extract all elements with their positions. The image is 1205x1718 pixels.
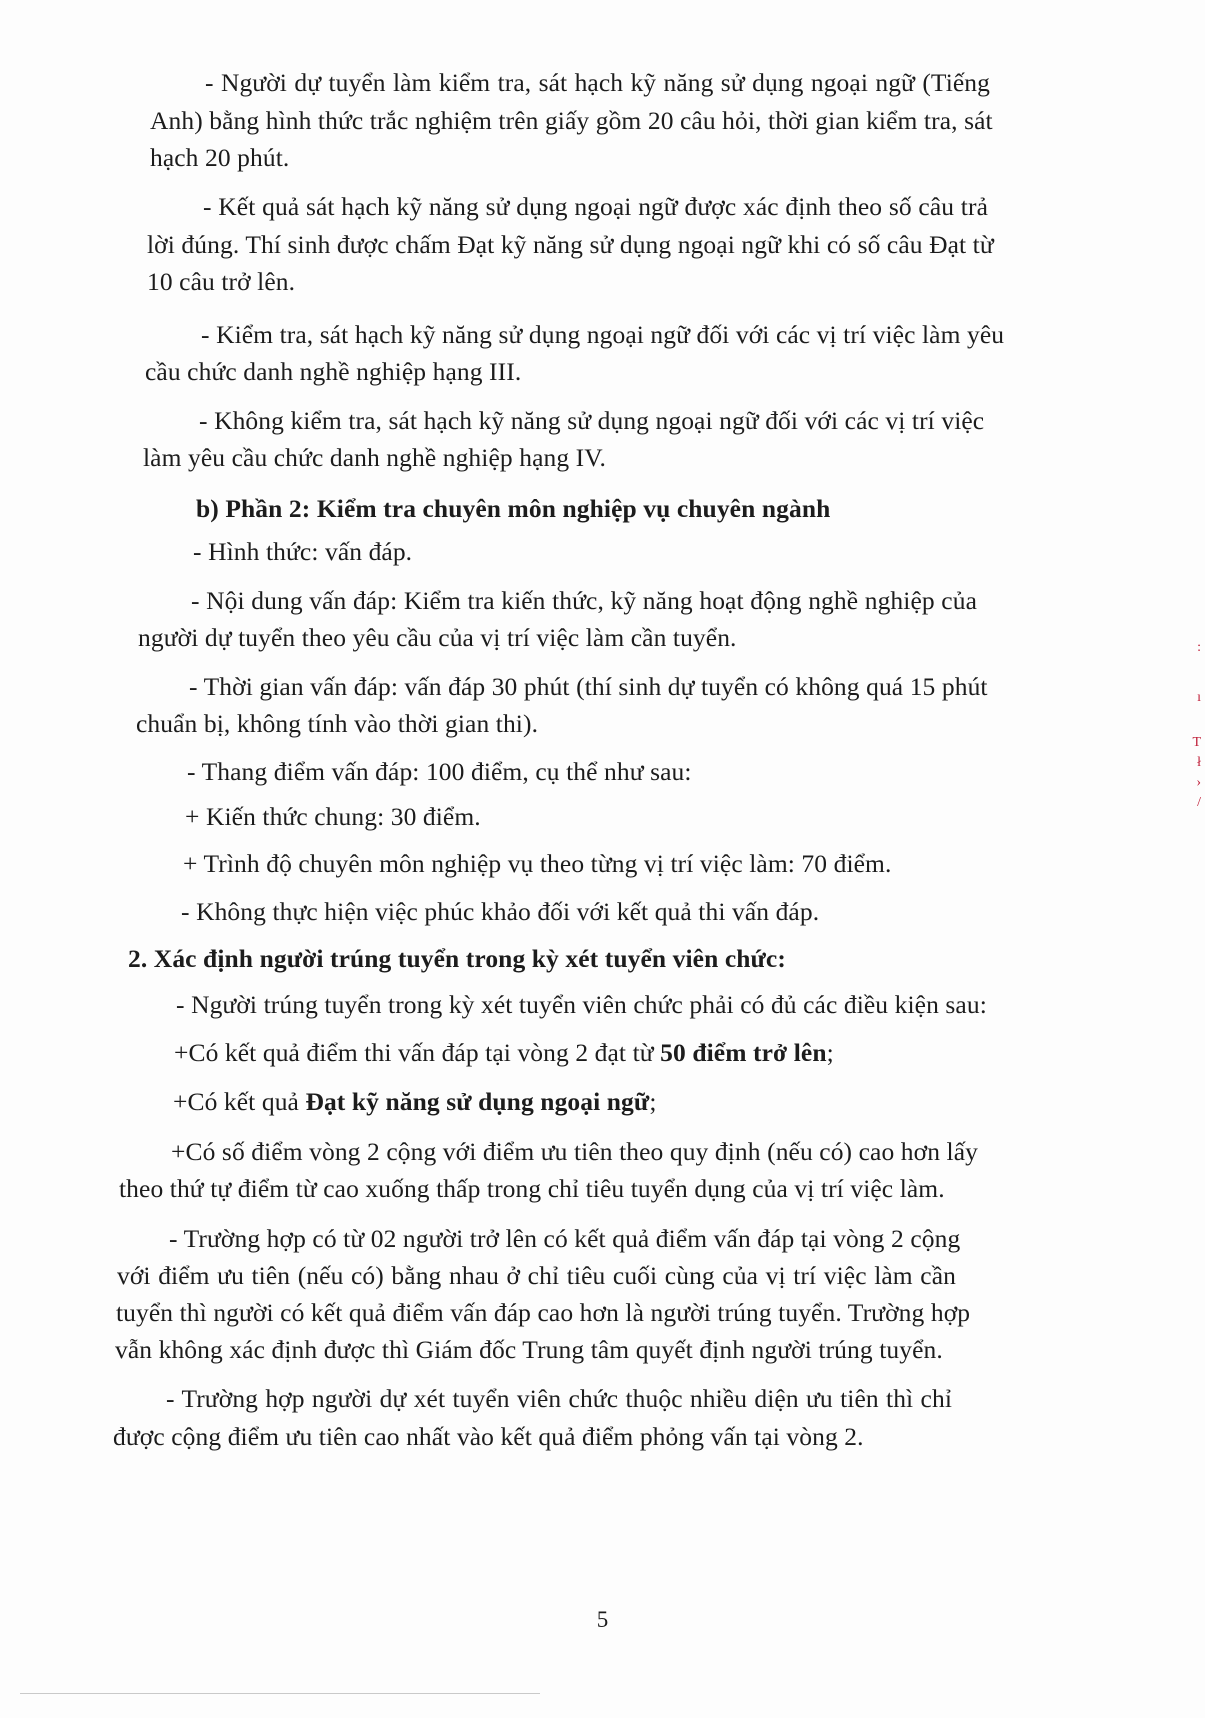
stamp-fragment: / [1197, 795, 1201, 810]
stamp-fragment: : [1197, 640, 1201, 655]
text-line: - Người dự tuyển làm kiểm tra, sát hạch kỹ năng sử dụng ngoại ngữ (Tiếng [205, 68, 990, 97]
text-line: người dự tuyển theo yêu cầu của vị trí việc làm cần tuyển. [138, 623, 737, 652]
text-line: - Kết quả sát hạch kỹ năng sử dụng ngoại ngữ được xác định theo số câu trả [203, 192, 988, 221]
stamp-fragment: ı [1197, 690, 1201, 705]
text-line: - Trường hợp người dự xét tuyển viên chức thuộc nhiều diện ưu tiên thì chỉ [166, 1384, 952, 1413]
text-line: lời đúng. Thí sinh được chấm Đạt kỹ năng sử dụng ngoại ngữ khi có số câu Đạt từ [147, 230, 994, 259]
text-line: hạch 20 phút. [150, 143, 290, 172]
stamp-fragment: › [1196, 775, 1201, 790]
text-line: - Trường hợp có từ 02 người trở lên có kết quả điểm vấn đáp tại vòng 2 cộng [169, 1224, 961, 1253]
section-heading: 2. Xác định người trúng tuyển trong kỳ xét tuyển viên chức: [128, 944, 786, 973]
text-line: với điểm ưu tiên (nếu có) bằng nhau ở chỉ tiêu cuối cùng của vị trí việc làm cần [117, 1261, 956, 1290]
text-line: Anh) bằng hình thức trắc nghiệm trên giấy gồm 20 câu hỏi, thời gian kiểm tra, sát [150, 106, 993, 135]
stamp-fragment: ł [1197, 755, 1201, 770]
text-line: 10 câu trở lên. [147, 267, 296, 296]
text-line: - Kiểm tra, sát hạch kỹ năng sử dụng ngoại ngữ đối với các vị trí việc làm yêu [201, 320, 1005, 349]
text-line: cầu chức danh nghề nghiệp hạng III. [145, 357, 522, 386]
text-line: + Trình độ chuyên môn nghiệp vụ theo từng vị trí việc làm: 70 điểm. [183, 849, 892, 878]
text-line: vẫn không xác định được thì Giám đốc Trung tâm quyết định người trúng tuyển. [115, 1335, 943, 1364]
text-line: - Nội dung vấn đáp: Kiểm tra kiến thức, kỹ năng hoạt động nghề nghiệp của [191, 586, 977, 615]
text-line: - Không kiểm tra, sát hạch kỹ năng sử dụng ngoại ngữ đối với các vị trí việc [199, 406, 985, 435]
page-number: 5 [596, 1607, 609, 1632]
text-line: - Hình thức: vấn đáp. [193, 537, 413, 566]
text-line: làm yêu cầu chức danh nghề nghiệp hạng IV. [143, 443, 606, 472]
section-heading: b) Phần 2: Kiểm tra chuyên môn nghiệp vụ chuyên ngành [196, 494, 831, 523]
text-line: chuẩn bị, không tính vào thời gian thi). [136, 709, 539, 738]
text-line: +Có số điểm vòng 2 cộng với điểm ưu tiên theo quy định (nếu có) cao hơn lấy [171, 1137, 978, 1166]
text-line: được cộng điểm ưu tiên cao nhất vào kết quả điểm phỏng vấn tại vòng 2. [113, 1422, 864, 1451]
stamp-fragment: T [1192, 735, 1201, 750]
scan-edge-line [20, 1693, 540, 1694]
text-line: - Thời gian vấn đáp: vấn đáp 30 phút (thí sinh dự tuyển có không quá 15 phút [189, 672, 988, 701]
text-line: + Kiến thức chung: 30 điểm. [185, 802, 481, 831]
text-line: +Có kết quả Đạt kỹ năng sử dụng ngoại ngữ; [173, 1087, 657, 1116]
text-line: - Người trúng tuyển trong kỳ xét tuyển viên chức phải có đủ các điều kiện sau: [176, 990, 987, 1019]
text-line: - Không thực hiện việc phúc khảo đối với kết quả thi vấn đáp. [181, 897, 820, 926]
text-line: +Có kết quả điểm thi vấn đáp tại vòng 2 đạt từ 50 điểm trở lên; [174, 1038, 834, 1067]
text-line: - Thang điểm vấn đáp: 100 điểm, cụ thể như sau: [187, 757, 692, 786]
text-line: theo thứ tự điểm từ cao xuống thấp trong chỉ tiêu tuyển dụng của vị trí việc làm. [119, 1174, 945, 1203]
text-line: tuyển thì người có kết quả điểm vấn đáp cao hơn là người trúng tuyển. Trường hợp [116, 1298, 971, 1327]
